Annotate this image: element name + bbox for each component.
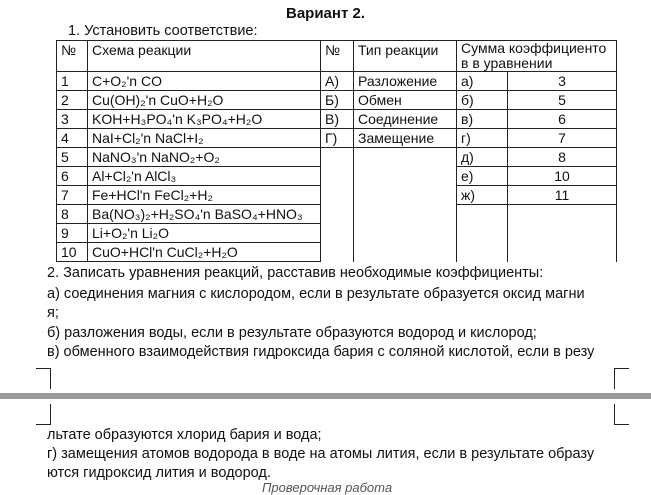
- table-row: [57, 72, 617, 91]
- row-num: 9: [57, 224, 88, 243]
- row-type: [354, 205, 457, 224]
- table-row: [57, 91, 617, 110]
- row-type: [354, 224, 457, 243]
- row-num: 8: [57, 205, 88, 224]
- row-sum-value: 7: [508, 129, 617, 148]
- row-type: Соединение: [354, 110, 457, 129]
- page-title: Вариант 2.: [286, 5, 365, 22]
- row-type: Обмен: [354, 91, 457, 110]
- table-row: [57, 186, 617, 205]
- table-row: [57, 110, 617, 129]
- row-sum-value: 3: [508, 72, 617, 91]
- row-num: 3: [57, 110, 88, 129]
- row-scheme: CuO+HCl'n CuCl₂+H₂O: [88, 243, 321, 262]
- header-num2: №: [321, 41, 354, 72]
- row-type-letter: Б): [321, 91, 354, 110]
- row-sum-value: [508, 243, 617, 262]
- row-scheme: Li+O₂'n Li₂O: [88, 224, 321, 243]
- row-scheme: Ba(NO₃)₂+H₂SO₄'n BaSO₄+HNO₃: [88, 205, 321, 224]
- row-type-letter: [321, 205, 354, 224]
- task2-c-line1: в) обменного взаимодействия гидроксида бария с соляной кислотой, если в резу: [47, 344, 595, 360]
- footer-text: Проверочная работа: [262, 480, 393, 495]
- row-type-letter: [321, 224, 354, 243]
- row-scheme: Cu(OH)₂'n CuO+H₂O: [88, 91, 321, 110]
- row-sum-letter: [457, 243, 508, 262]
- row-sum-letter: [457, 205, 508, 224]
- row-type-letter: [321, 148, 354, 167]
- row-sum-letter: б): [457, 91, 508, 110]
- row-type: Разложение: [354, 72, 457, 91]
- row-sum-value: [508, 205, 617, 224]
- row-scheme: C+O₂'n CO: [88, 72, 321, 91]
- row-num: 6: [57, 167, 88, 186]
- crop-mark: [614, 404, 629, 425]
- row-num: 2: [57, 91, 88, 110]
- task2-c-line2: льтате образуются хлорид бария и вода;: [47, 427, 322, 443]
- row-scheme: NaNO₃'n NaNO₂+O₂: [88, 148, 321, 167]
- row-type-letter: [321, 243, 354, 262]
- row-num: 4: [57, 129, 88, 148]
- row-sum-letter: [457, 224, 508, 243]
- matching-table: [56, 40, 617, 262]
- crop-mark: [36, 368, 51, 389]
- row-num: 1: [57, 72, 88, 91]
- header-scheme: Схема реакции: [88, 41, 321, 72]
- table-row: [57, 205, 617, 224]
- table-row: [57, 224, 617, 243]
- crop-mark: [614, 368, 629, 389]
- row-sum-value: 11: [508, 186, 617, 205]
- row-type-letter: В): [321, 110, 354, 129]
- row-sum-letter: ж): [457, 186, 508, 205]
- row-type-letter: [321, 167, 354, 186]
- row-type-letter: Г): [321, 129, 354, 148]
- table-row: [57, 129, 617, 148]
- header-num: №: [57, 41, 88, 72]
- row-type: [354, 167, 457, 186]
- task2-b: б) разложения воды, если в результате образуются водород и кислород;: [47, 325, 537, 341]
- task2-d-line1: г) замещения атомов водорода в воде на атомы лития, если в результате образу: [47, 446, 595, 462]
- header-sum: Сумма коэффициенто в в уравнении: [457, 41, 617, 72]
- task2-d-line2: ются гидроксид лития и водород.: [47, 465, 271, 481]
- table-row: [57, 243, 617, 262]
- row-scheme: Al+Cl₂'n AlCl₃: [88, 167, 321, 186]
- header-type: Тип реакции: [354, 41, 457, 72]
- row-scheme: NaI+Cl₂'n NaCl+I₂: [88, 129, 321, 148]
- row-scheme: KOH+H₃PO₄'n K₃PO₄+H₂O: [88, 110, 321, 129]
- page-divider: [0, 393, 651, 399]
- table-header-row: [57, 41, 617, 72]
- row-sum-value: 6: [508, 110, 617, 129]
- row-num: 5: [57, 148, 88, 167]
- row-num: 10: [57, 243, 88, 262]
- row-sum-letter: г): [457, 129, 508, 148]
- row-sum-letter: в): [457, 110, 508, 129]
- row-sum-value: [508, 224, 617, 243]
- row-sum-value: 5: [508, 91, 617, 110]
- row-type: [354, 148, 457, 167]
- task2-intro: 2. Записать уравнения реакций, расставив необходимые коэффициенты:: [47, 265, 544, 281]
- task2-a-line2: я;: [47, 305, 59, 321]
- row-sum-letter: а): [457, 72, 508, 91]
- row-scheme: Fe+HCl'n FeCl₂+H₂: [88, 186, 321, 205]
- row-type: [354, 243, 457, 262]
- table-row: [57, 148, 617, 167]
- row-type: Замещение: [354, 129, 457, 148]
- row-sum-letter: д): [457, 148, 508, 167]
- task2-a-line1: а) соединения магния с кислородом, если в результате образуется оксид магни: [47, 286, 585, 302]
- row-type-letter: А): [321, 72, 354, 91]
- crop-mark: [36, 404, 51, 425]
- table-row: [57, 167, 617, 186]
- row-num: 7: [57, 186, 88, 205]
- task1-label: 1. Установить соответствие:: [68, 23, 258, 39]
- row-type-letter: [321, 186, 354, 205]
- row-type: [354, 186, 457, 205]
- row-sum-letter: е): [457, 167, 508, 186]
- row-sum-value: 8: [508, 148, 617, 167]
- row-sum-value: 10: [508, 167, 617, 186]
